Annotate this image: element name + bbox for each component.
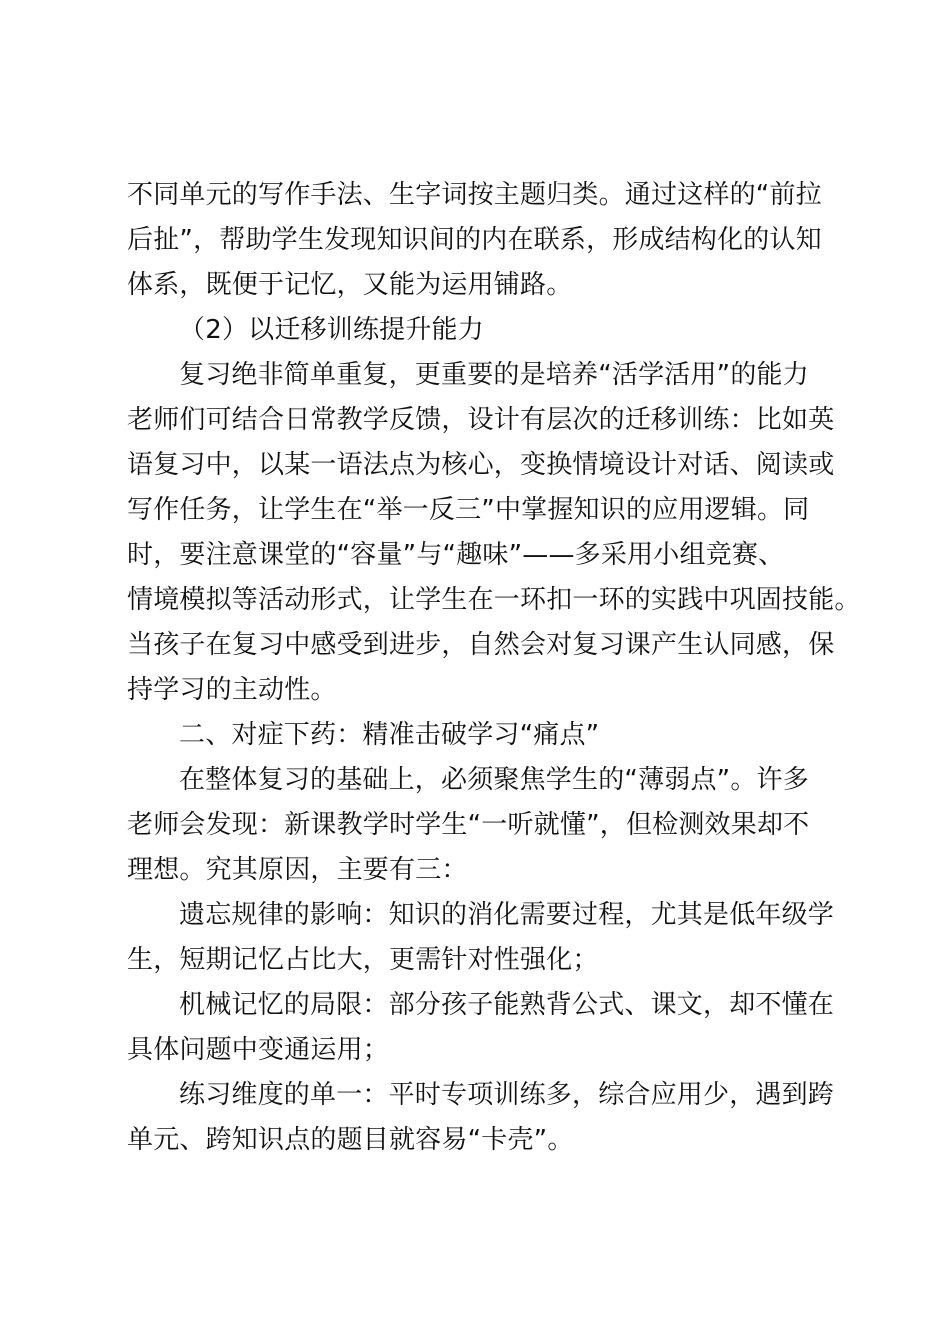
text-line: 当孩子在复习中感受到进步，自然会对复习课产生认同感，保 [127, 630, 835, 660]
text-line: 时，要注意课堂的“容量”与“趣味”——多采用小组竞赛、 [127, 540, 785, 570]
document-body [127, 173, 861, 1163]
section-subheading: （2）以迁移训练提升能力 [179, 315, 484, 345]
text-line: 具体问题中变通运用； [127, 1035, 390, 1065]
text-line: 老师们可结合日常教学反馈，设计有层次的迁移训练：比如英 [127, 405, 835, 435]
text-line: 在整体复习的基础上，必须聚焦学生的“薄弱点”。许多 [179, 765, 809, 795]
text-line: 生，短期记忆占比大，更需针对性强化； [127, 945, 599, 975]
text-line: 情境模拟等活动形式，让学生在一环扣一环的实践中巩固技能。 [127, 585, 861, 615]
text-line: 练习维度的单一：平时专项训练多，综合应用少，遇到跨 [179, 1080, 835, 1110]
text-line: 后扯”，帮助学生发现知识间的内在联系，形成结构化的认知 [127, 225, 822, 255]
text-line: 持学习的主动性。 [127, 675, 337, 705]
text-line: 机械记忆的局限：部分孩子能熟背公式、课文，却不懂在 [179, 990, 835, 1020]
text-line: 复习绝非简单重复，更重要的是培养“活学活用”的能力 [179, 360, 809, 390]
text-line: 不同单元的写作手法、生字词按主题归类。通过这样的“前拉 [127, 180, 822, 210]
text-line: 理想。究其原因，主要有三： [127, 855, 468, 885]
text-line: 语复习中，以某一语法点为核心，变换情境设计对话、阅读或 [127, 450, 835, 480]
text-line: 老师会发现：新课教学时学生“一听就懂”，但检测效果却不 [127, 810, 810, 840]
section-heading: 二、对症下药：精准击破学习“痛点” [179, 720, 600, 750]
text-line: 遗忘规律的影响：知识的消化需要过程，尤其是低年级学 [179, 900, 835, 930]
text-line: 体系，既便于记忆，又能为运用铺路。 [127, 270, 573, 300]
text-line: 写作任务，让学生在“举一反三”中掌握知识的应用逻辑。同 [127, 495, 810, 525]
text-line: 单元、跨知识点的题目就容易“卡壳”。 [127, 1125, 574, 1155]
